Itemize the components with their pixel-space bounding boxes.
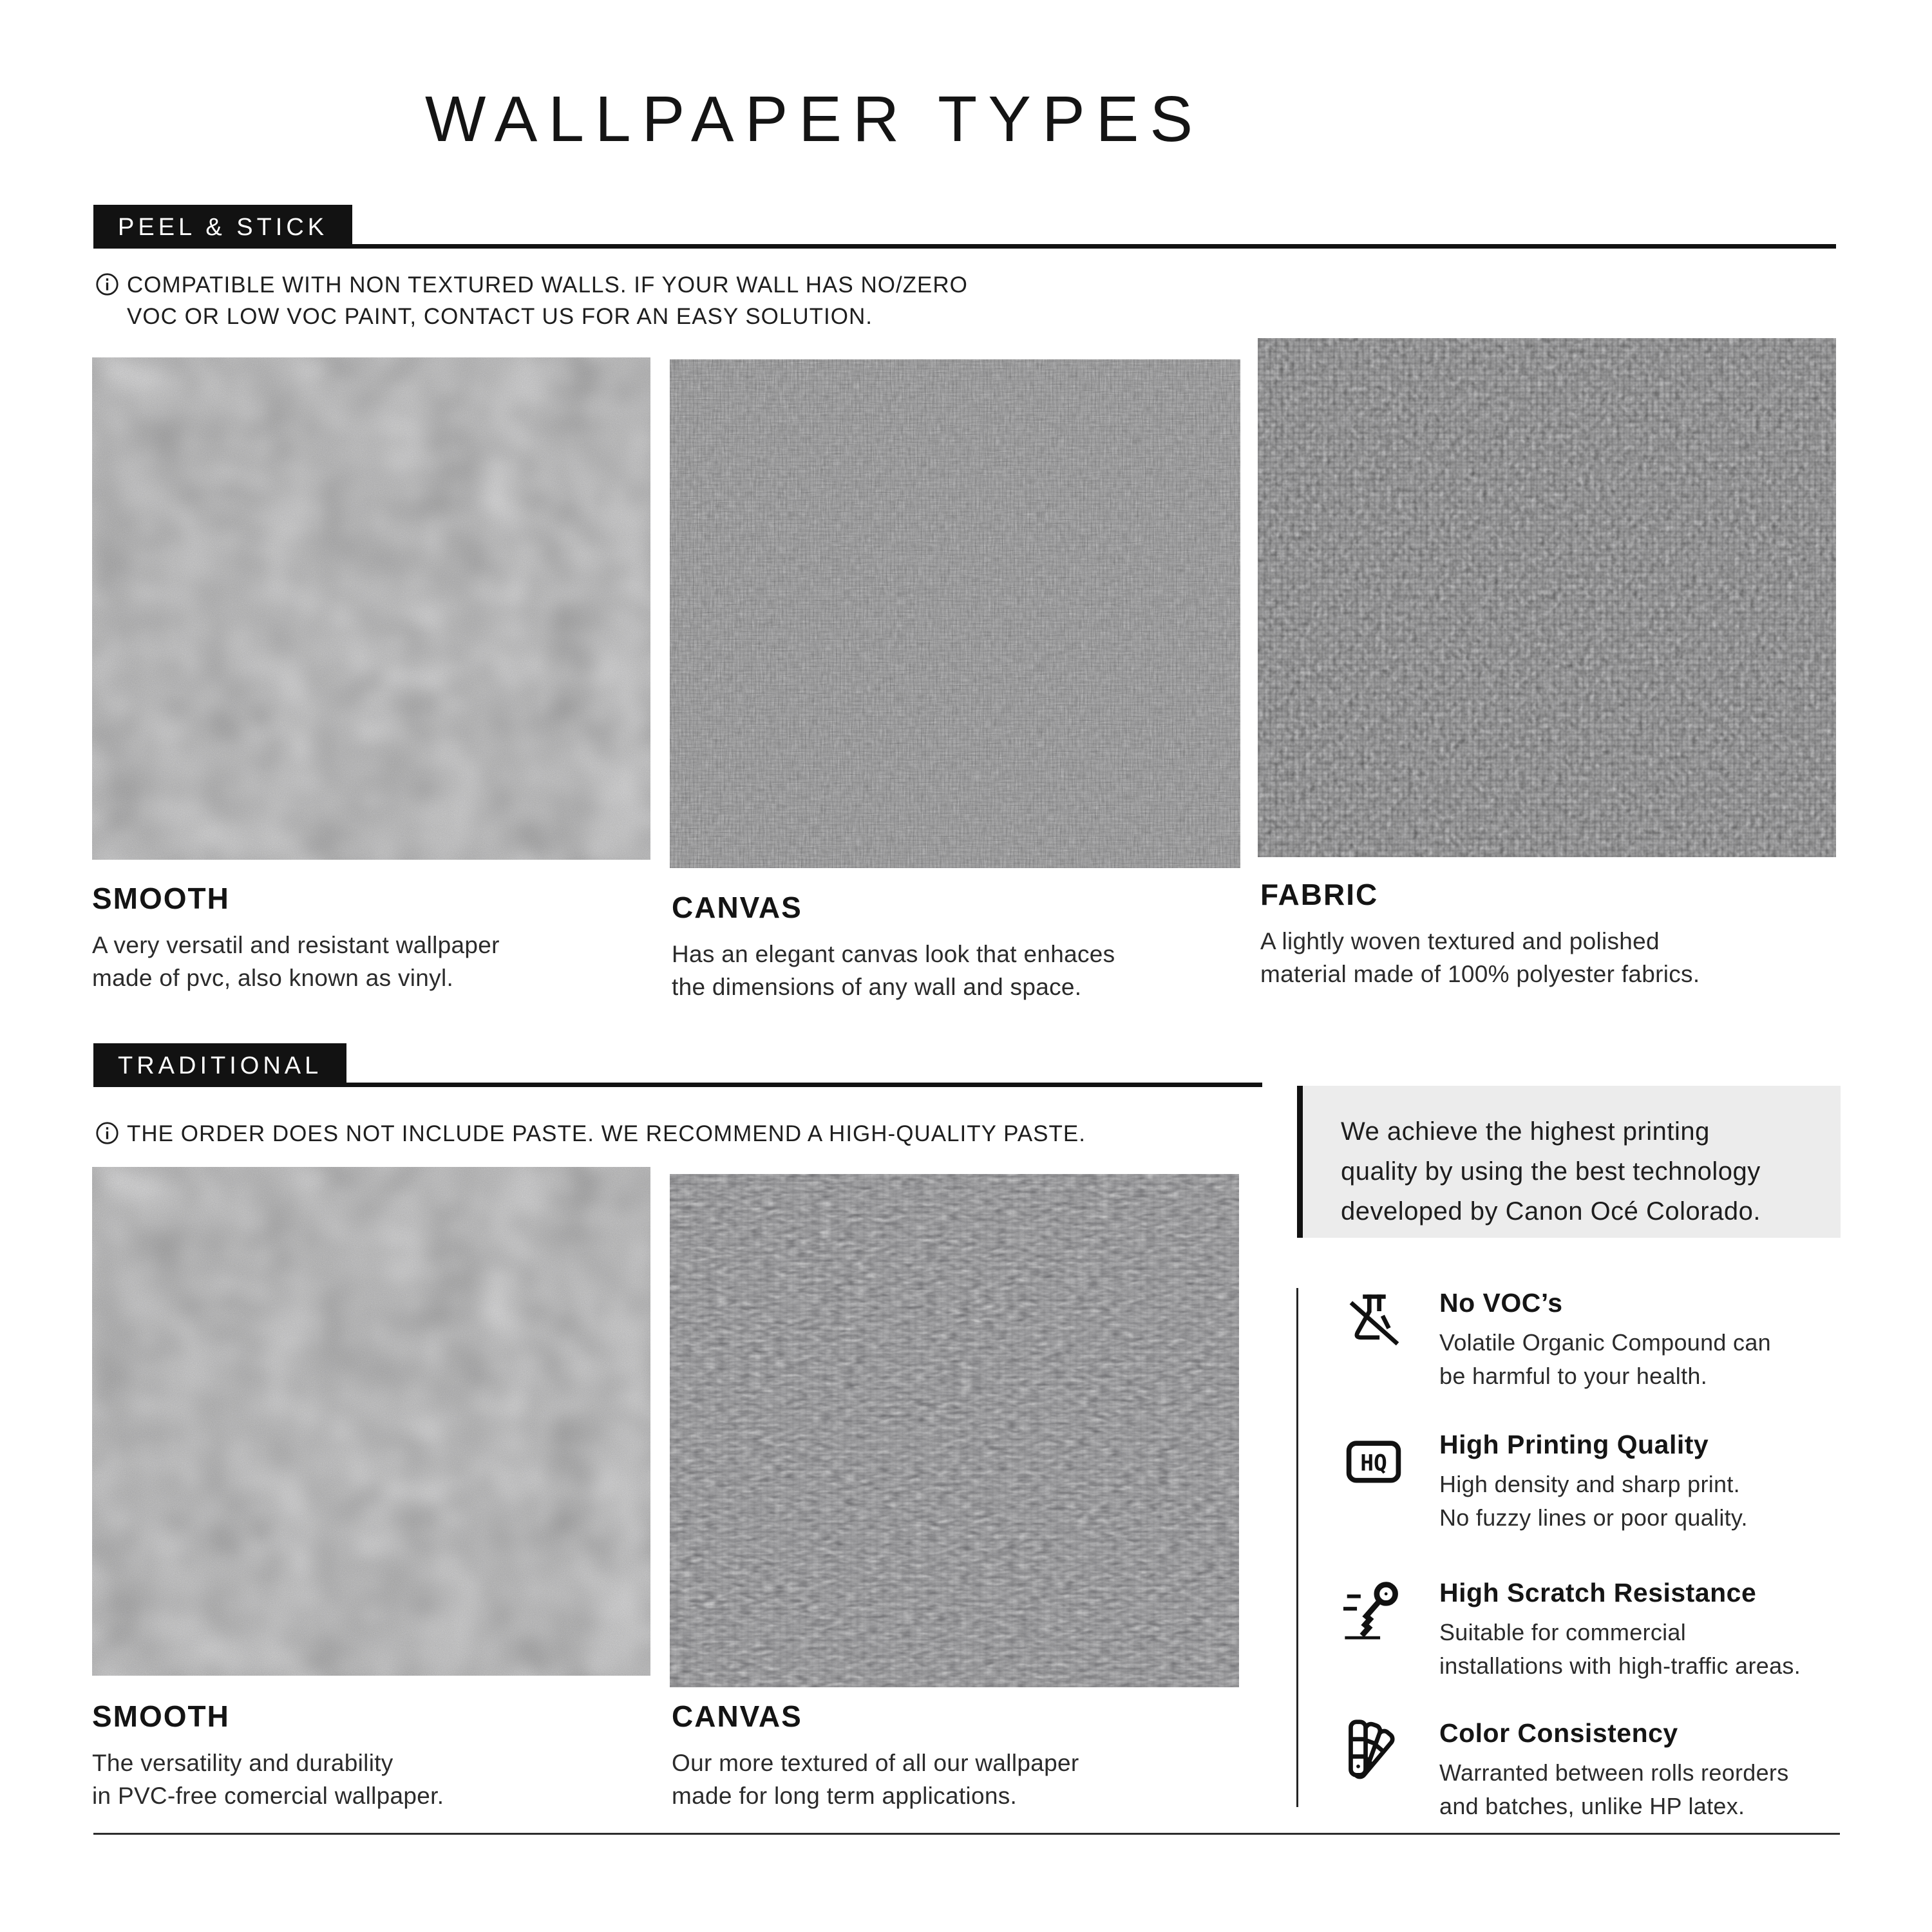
swatch-desc-line: The versatility and durability [92, 1750, 393, 1776]
key-scratch-icon [1343, 1578, 1405, 1640]
swatch-desc-line: material made of 100% polyester fabrics. [1260, 961, 1700, 987]
peel-stick-note-line2: VOC OR LOW VOC PAINT, CONTACT US FOR AN EASY SOLUTION. [127, 304, 873, 329]
swatch-title: FABRIC [1260, 878, 1379, 911]
swatch-peel-fabric [1258, 338, 1836, 857]
swatch-peel-smooth [92, 357, 650, 860]
page-title: WALLPAPER TYPES [425, 83, 1204, 155]
swatch-desc-line: Our more textured of all our wallpaper [672, 1750, 1079, 1776]
feature-desc-line: be harmful to your health. [1439, 1363, 1708, 1389]
feature-title: High Scratch Resistance [1439, 1578, 1757, 1607]
caption-peel-smooth [92, 881, 672, 994]
info-icon [95, 1121, 119, 1145]
swatch-desc-line: the dimensions of any wall and space. [672, 974, 1082, 1000]
hq-badge-icon [1343, 1430, 1405, 1492]
feature-desc-line: installations with high-traffic areas. [1439, 1653, 1801, 1679]
quality-note-line3: developed by Canon Océ Colorado. [1341, 1197, 1761, 1226]
feature-no-voc [1343, 1288, 1858, 1393]
no-voc-flask-icon [1343, 1288, 1405, 1350]
caption-peel-canvas [672, 890, 1251, 1003]
swatch-traditional-smooth [92, 1167, 650, 1676]
feature-high-printing-quality [1343, 1430, 1858, 1535]
feature-high-scratch-resistance [1343, 1578, 1858, 1683]
swatch-title: CANVAS [672, 1700, 802, 1733]
section-label-traditional: TRADITIONAL [93, 1043, 346, 1087]
swatch-desc-line: in PVC-free comercial wallpaper. [92, 1783, 444, 1809]
feature-desc-line: Suitable for commercial [1439, 1619, 1687, 1645]
quality-note-line2: quality by using the best technology [1341, 1157, 1761, 1186]
quality-note-line1: We achieve the highest printing [1341, 1117, 1710, 1146]
feature-desc-line: High density and sharp print. [1439, 1471, 1740, 1497]
peel-stick-note-line1: COMPATIBLE WITH NON TEXTURED WALLS. IF YOUR WALL HAS NO/ZERO [127, 272, 968, 298]
callout-accent-bar [1297, 1086, 1303, 1238]
swatch-peel-canvas [670, 359, 1240, 868]
printing-quality-callout [1297, 1086, 1841, 1238]
swatch-title: CANVAS [672, 891, 802, 924]
feature-title: Color Consistency [1439, 1718, 1678, 1748]
color-swatch-fan-icon [1343, 1718, 1405, 1780]
feature-desc-line: Warranted between rolls reorders [1439, 1759, 1789, 1786]
info-icon [95, 272, 119, 296]
feature-desc-line: Volatile Organic Compound can [1439, 1329, 1772, 1356]
swatch-title: SMOOTH [92, 1700, 230, 1733]
feature-desc-line: No fuzzy lines or poor quality. [1439, 1504, 1748, 1531]
swatch-desc-line: A lightly woven textured and polished [1260, 928, 1660, 954]
swatch-desc-line: Has an elegant canvas look that enhaces [672, 941, 1115, 967]
feature-title: No VOC’s [1439, 1288, 1563, 1318]
peel-stick-rule [93, 244, 1836, 249]
caption-traditional-canvas [672, 1699, 1251, 1812]
swatch-desc-line: made for long term applications. [672, 1783, 1018, 1809]
caption-traditional-smooth [92, 1699, 672, 1812]
feature-color-consistency [1343, 1718, 1858, 1823]
bottom-divider-line [93, 1833, 1840, 1835]
swatch-traditional-canvas [670, 1174, 1239, 1687]
swatch-title: SMOOTH [92, 882, 230, 915]
swatch-desc-line: A very versatil and resistant wallpaper [92, 932, 500, 958]
caption-peel-fabric [1260, 877, 1840, 990]
svg-text:HQ: HQ [1360, 1450, 1387, 1477]
traditional-note-line1: THE ORDER DOES NOT INCLUDE PASTE. WE RECOMMEND A HIGH-QUALITY PASTE. [127, 1121, 1086, 1146]
traditional-note [95, 1118, 1086, 1150]
peel-stick-note [95, 269, 968, 332]
feature-title: High Printing Quality [1439, 1430, 1709, 1459]
features-divider-line [1296, 1288, 1298, 1807]
section-label-peel-stick: PEEL & STICK [93, 205, 352, 249]
feature-desc-line: and batches, unlike HP latex. [1439, 1793, 1745, 1819]
swatch-desc-line: made of pvc, also known as vinyl. [92, 965, 454, 991]
